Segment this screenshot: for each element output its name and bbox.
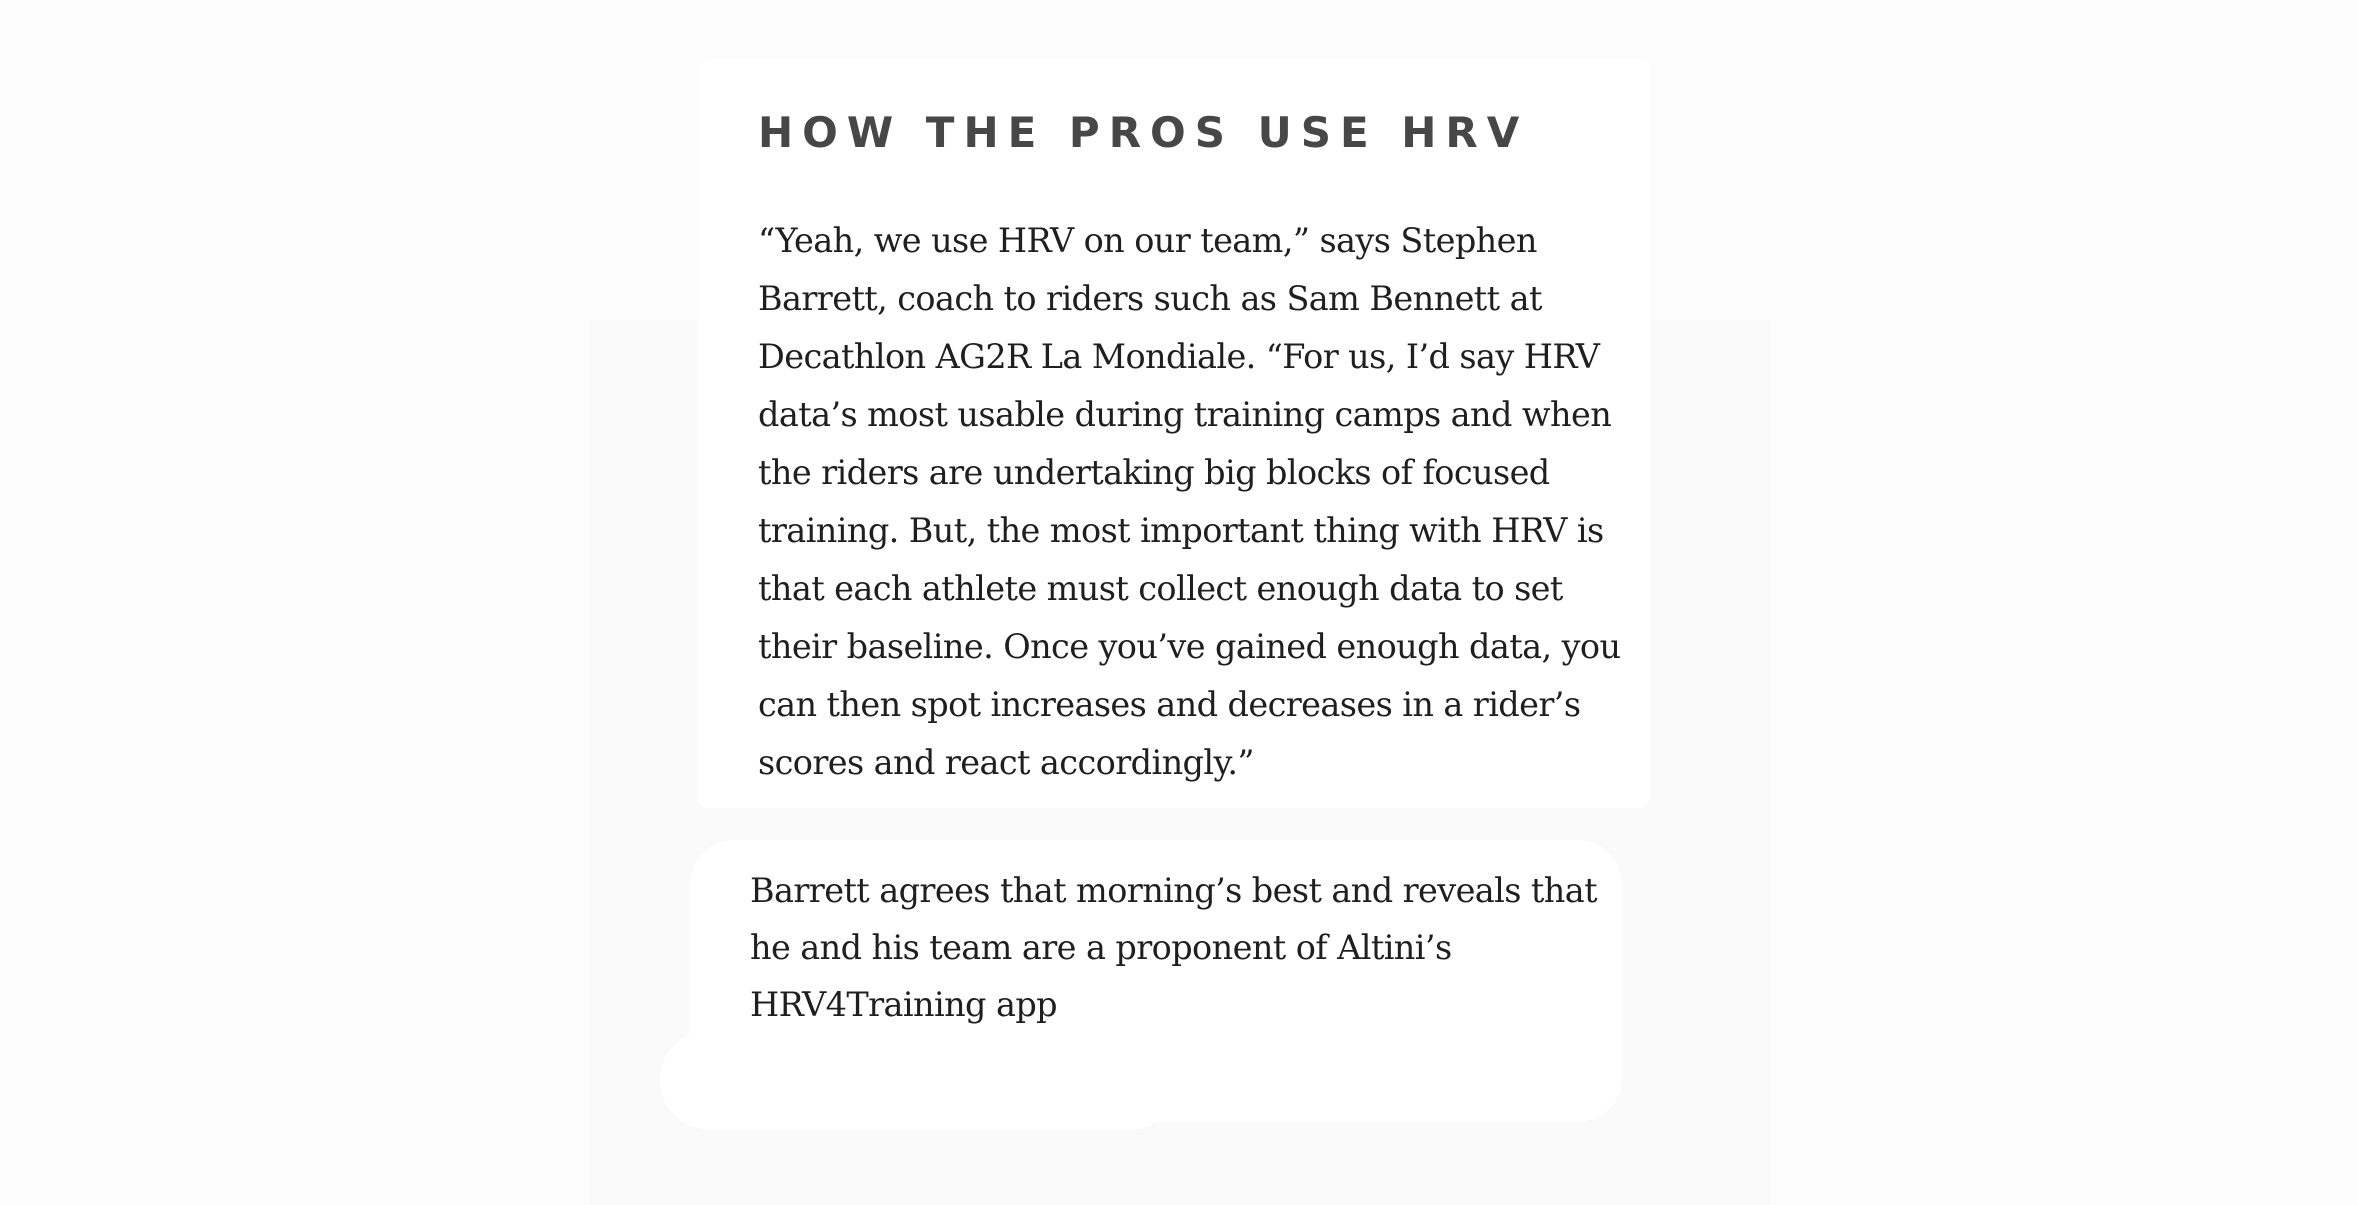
quote-line: scores and react accordingly.” — [758, 743, 1254, 782]
quote-line: can then spot increases and decreases in a rider’s — [758, 685, 1581, 724]
followup-paragraph — [750, 862, 1610, 1033]
quote-line: data’s most usable during training camps and when — [758, 395, 1612, 434]
section-heading: HOW THE PROS USE HRV — [758, 108, 1529, 157]
followup-line: he and his team are a proponent of Altini’s — [750, 928, 1452, 967]
quote-line: training. But, the most important thing with HRV is — [758, 511, 1604, 550]
quote-line: that each athlete must collect enough data to set — [758, 569, 1563, 608]
quote-line: the riders are undertaking big blocks of focused — [758, 453, 1550, 492]
followup-line: Barrett agrees that morning’s best and reveals that — [750, 871, 1598, 910]
quote-paragraph — [758, 212, 1621, 792]
quote-line: Barrett, coach to riders such as Sam Bennett at — [758, 279, 1542, 318]
followup-line: HRV4Training app — [750, 985, 1058, 1024]
quote-line: their baseline. Once you’ve gained enough data, you — [758, 627, 1621, 666]
quote-line: Decathlon AG2R La Mondiale. “For us, I’d say HRV — [758, 337, 1600, 376]
quote-line: “Yeah, we use HRV on our team,” says Stephen — [758, 221, 1537, 260]
